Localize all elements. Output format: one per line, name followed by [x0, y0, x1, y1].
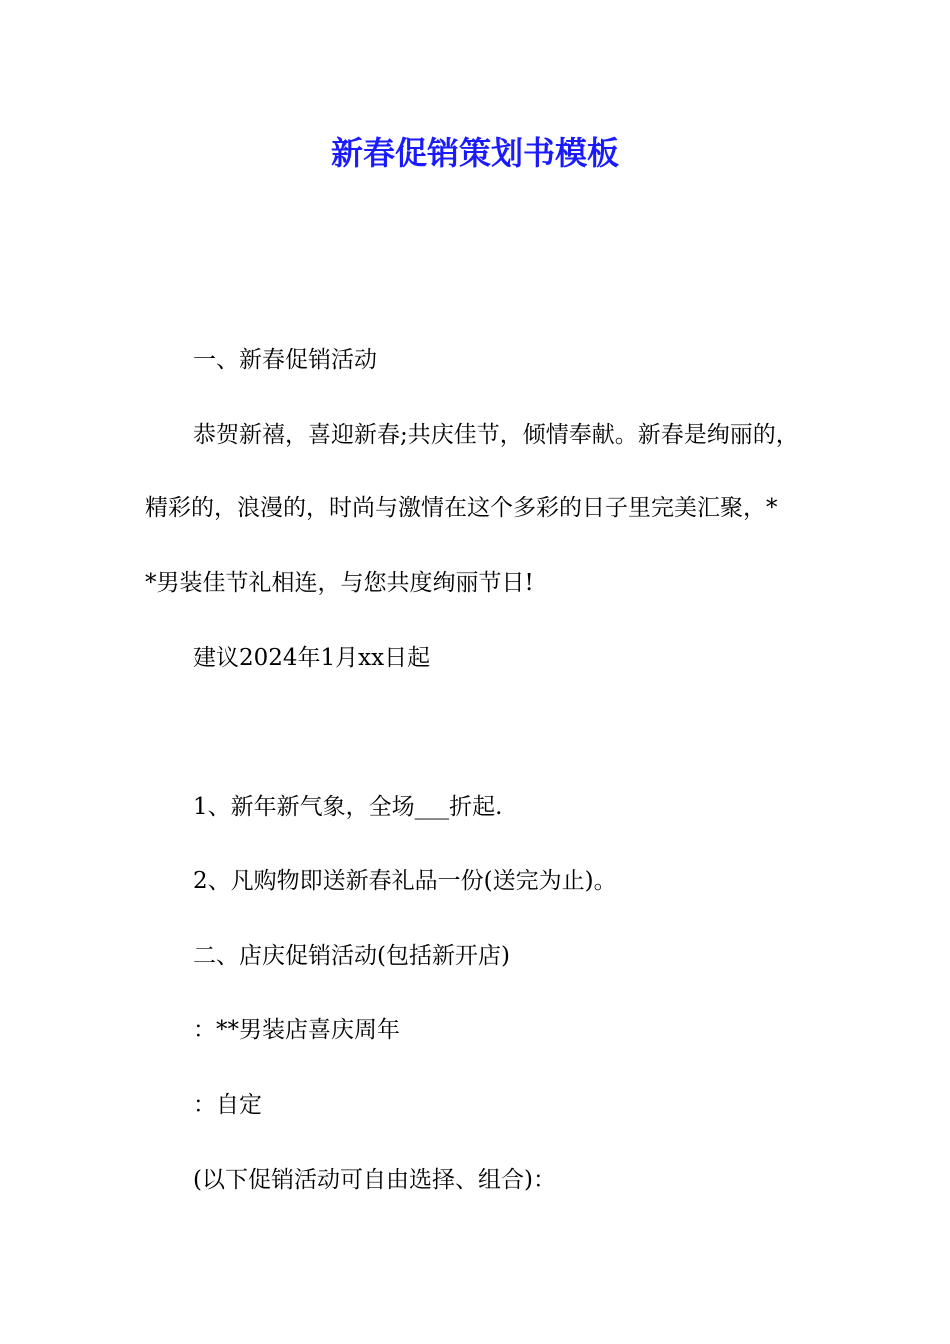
- paragraph-line-3: *男装佳节礼相连，与您共度绚丽节日!: [145, 570, 534, 596]
- section-heading-anniversary: 二、店庆促销活动(包括新开店): [193, 943, 510, 969]
- document-title: 新春促销策划书模板: [330, 134, 619, 172]
- options-note-line: (以下促销活动可自由选择、组合)：: [193, 1167, 556, 1193]
- paragraph-line-1: 恭贺新禧，喜迎新春;共庆佳节，倾情奉献。新春是绚丽的，: [193, 422, 799, 448]
- paragraph-line-2: 精彩的，浪漫的，时尚与激情在这个多彩的日子里完美汇聚，*: [145, 495, 778, 521]
- list-item-2: 2、凡购物即送新春礼品一份(送完为止)。: [193, 868, 617, 894]
- list-item-1: 1、新年新气象，全场___折起.: [193, 794, 503, 820]
- section-heading-new-year: 一、新春促销活动: [193, 347, 377, 373]
- suggested-date-line: 建议2024年1月xx日起: [193, 645, 431, 671]
- theme-line: ：**男装店喜庆周年: [193, 1017, 400, 1043]
- custom-line: ：自定: [193, 1092, 262, 1118]
